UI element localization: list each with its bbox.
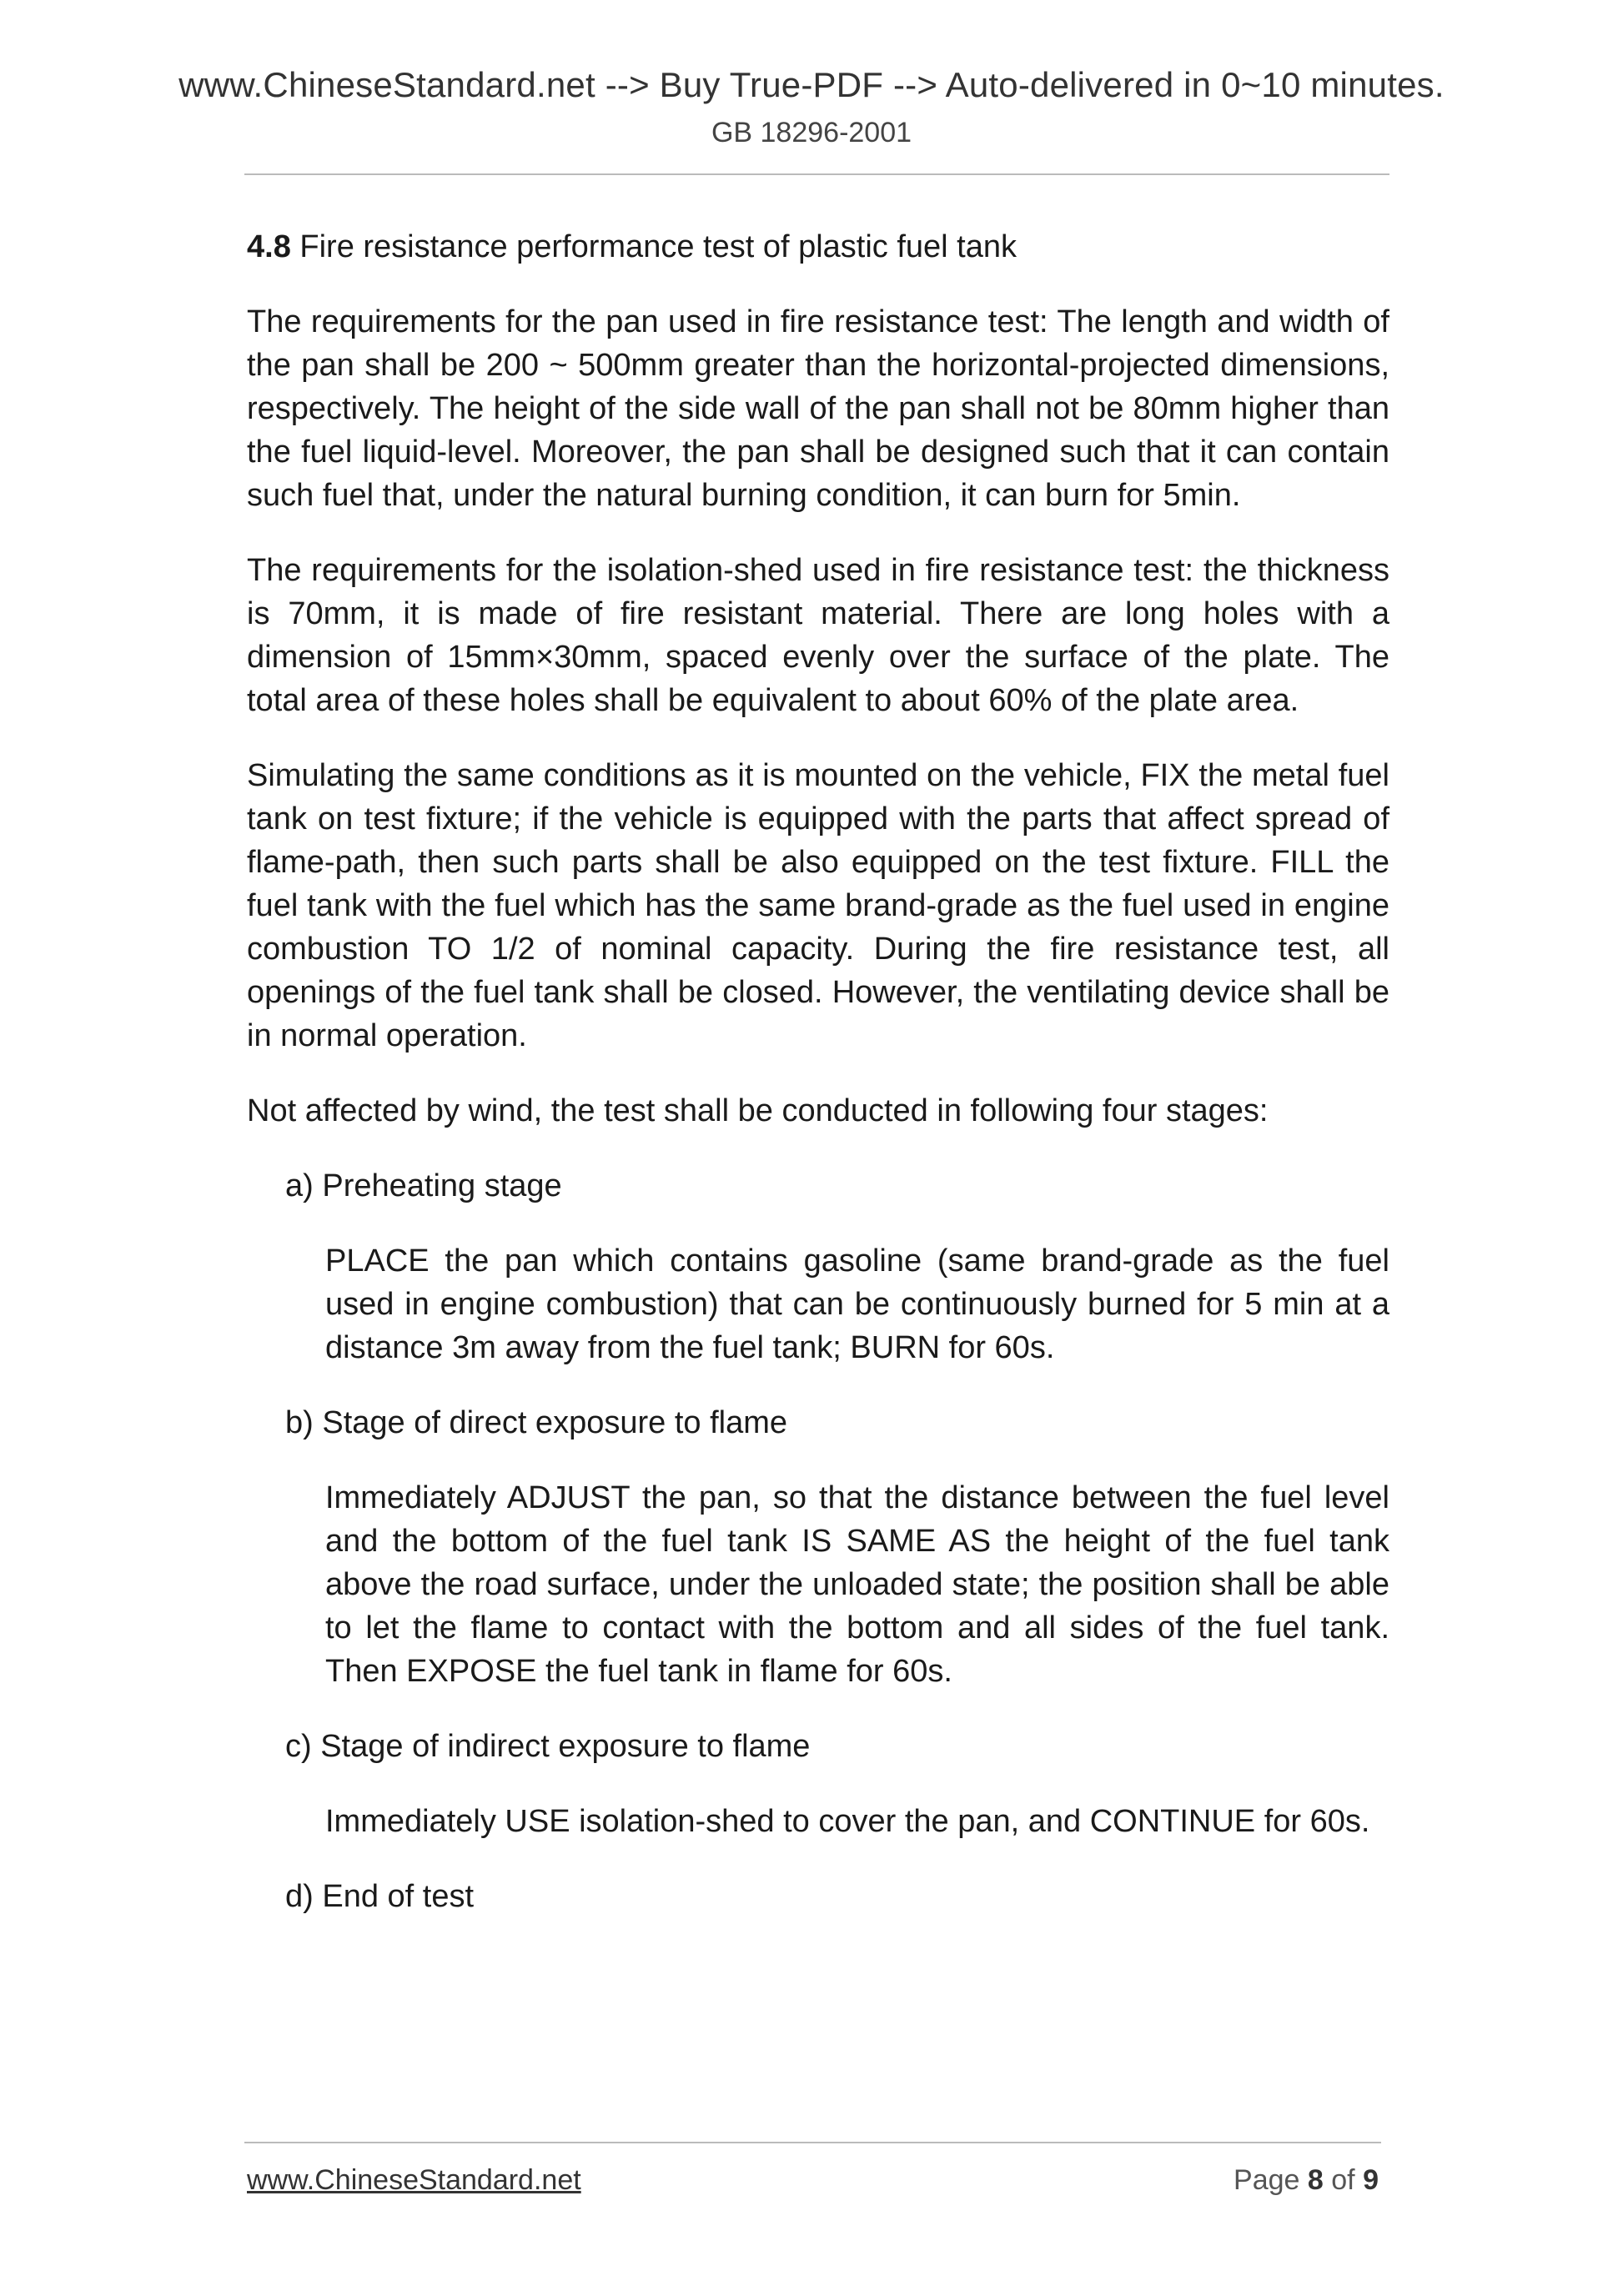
footer-website-link[interactable]: www.ChineseStandard.net (247, 2164, 581, 2196)
section-heading (247, 225, 1389, 269)
header-divider (244, 173, 1389, 175)
header-banner: www.ChineseStandard.net --> Buy True-PDF --> Auto-delivered in 0~10 minutes. (178, 65, 1445, 104)
paragraph-mounting: Simulating the same conditions as it is mounted on the vehicle, FIX the metal fuel tank on test fixture; if the vehicle is equipped with the parts that affect spread of flame-path, then such parts shall be also equipped on the test fixture. FILL the fuel tank with the fuel which has the same brand-grade as the fuel used in engine combustion TO 1/2 of nominal capacity. During the fire resistance test, all openings of the fuel tank shall be closed. However, the ventilating device shall be in normal operation. (247, 758, 1389, 1053)
paragraph-pan-requirements: The requirements for the pan used in fire resistance test: The length and width of the pan shall be 200 ~ 500mm greater than the horizontal-projected dimensions, respectively. The height of the side wall of the pan shall not be 80mm higher than the fuel liquid-level. Moreover, the pan shall be designed such that it can contain such fuel that, under the natural burning condition, it can burn for 5min. (247, 304, 1389, 513)
section-number: 4.8 (247, 229, 291, 264)
stage-c-body: Immediately USE isolation-shed to cover the pan, and CONTINUE for 60s. (325, 1804, 1370, 1839)
paragraph-stages-intro: Not affected by wind, the test shall be conducted in following four stages: (247, 1093, 1269, 1128)
page-current: 8 (1307, 2164, 1324, 2196)
stage-a-label: a) Preheating stage (285, 1168, 562, 1203)
page-number (1234, 2164, 1379, 2197)
page-of: of (1331, 2164, 1355, 2196)
section-title: Fire resistance performance test of plastic fuel tank (299, 229, 1017, 264)
page-prefix: Page (1234, 2164, 1300, 2196)
document-code: GB 18296-2001 (711, 117, 912, 148)
paragraph-isolation-shed: The requirements for the isolation-shed used in fire resistance test: the thickness is 70mm, it is made of fire resistant material. There are long holes with a dimension of 15mm×30mm, spaced evenly over the surface of the plate. The total area of these holes shall be equivalent to about 60% of the plate area. (247, 553, 1389, 718)
footer-divider (244, 2142, 1381, 2143)
stage-c-label: c) Stage of indirect exposure to flame (285, 1729, 811, 1764)
stage-a-body: PLACE the pan which contains gasoline (same brand-grade as the fuel used in engine combustion) that can be continuously burned for 5 min at a distance 3m away from the fuel tank; BURN for 60s. (325, 1243, 1389, 1365)
page-content (247, 225, 1389, 1950)
stage-b-label: b) Stage of direct exposure to flame (285, 1405, 787, 1440)
page-total: 9 (1363, 2164, 1379, 2196)
stage-d-label: d) End of test (285, 1879, 475, 1914)
stage-b-body: Immediately ADJUST the pan, so that the distance between the fuel level and the bottom of the fuel tank IS SAME AS the height of the fuel tank above the road surface, under the unloaded state; the position shall be able to let the flame to contact with the bottom and all sides of the fuel tank. Then EXPOSE the fuel tank in flame for 60s. (325, 1480, 1389, 1689)
